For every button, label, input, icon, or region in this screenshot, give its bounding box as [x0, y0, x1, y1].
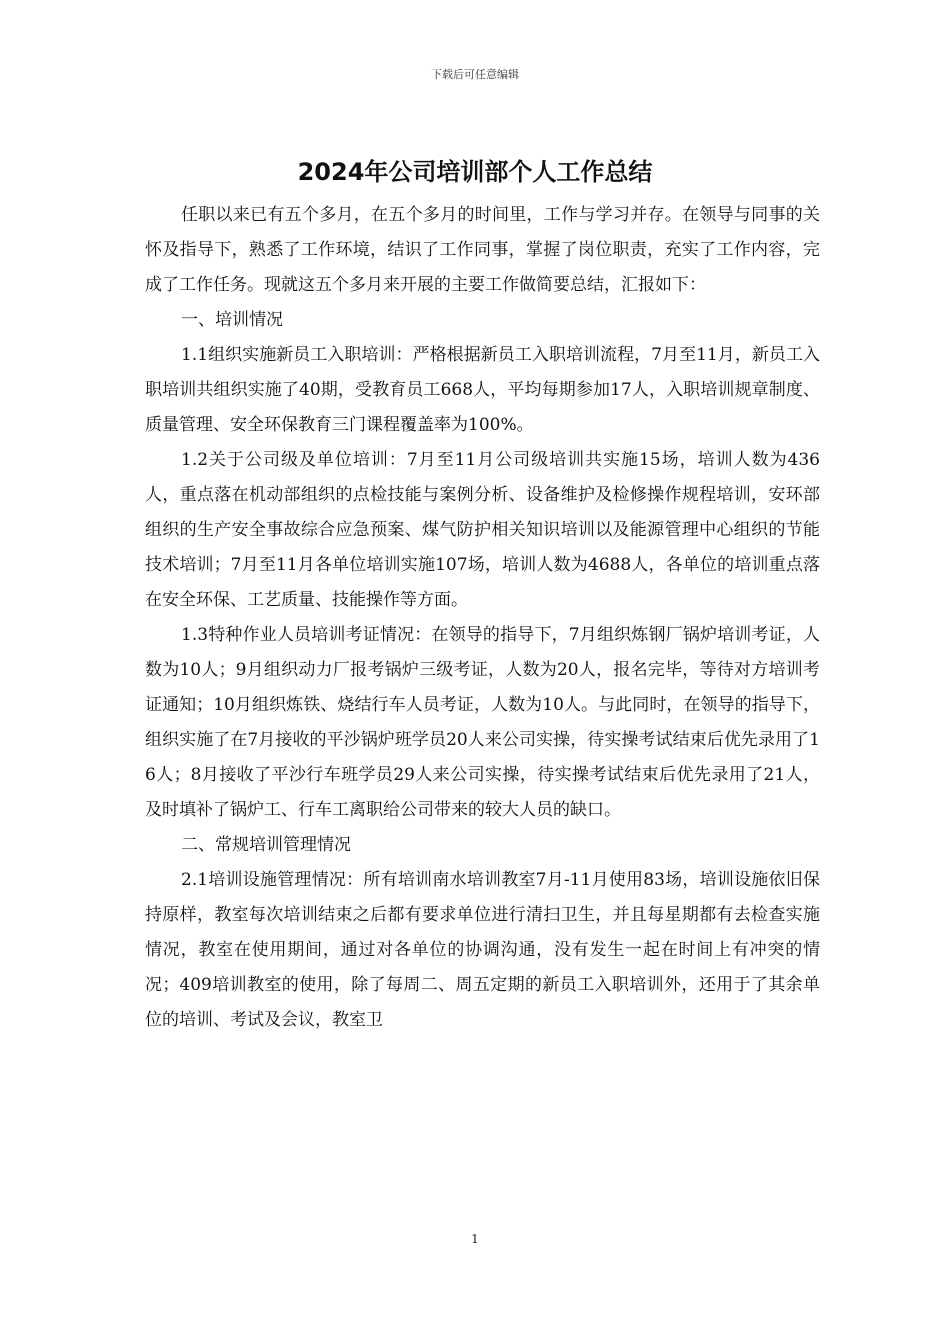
paragraph-1-2: 1.2关于公司级及单位培训：7月至11月公司级培训共实施15场，培训人数为436人，重点落在机动部组织的点检技能与案例分析、设备维护及检修操作规程培训，安环部组织的生产安全事故综合应急预案、煤气防护相关知识培训以及能源管理中心组织的节能技术培训；7月至11月各单位培训实施107场，培训人数为4688人，各单位的培训重点落在安全环保、工艺质量、技能操作等方面。	[145, 450, 820, 610]
header-note: 下载后可任意编辑	[431, 68, 519, 81]
paragraph-intro: 任职以来已有五个多月，在五个多月的时间里，工作与学习并存。在领导与同事的关怀及指导下，熟悉了工作环境，结识了工作同事，掌握了岗位职责，充实了工作内容，完成了工作任务。现就这五个多月来开展的主要工作做简要总结，汇报如下：	[145, 205, 820, 295]
paragraph-1-1: 1.1组织实施新员工入职培训：严格根据新员工入职培训流程，7月至11月，新员工入职培训共组织实施了40期，受教育员工668人，平均每期参加17人，入职培训规章制度、质量管理、安全环保教育三门课程覆盖率为100%。	[145, 345, 820, 435]
section-heading-routine-management: 二、常规培训管理情况	[181, 835, 351, 855]
page-number: 1	[471, 1232, 479, 1246]
paragraph-1-3: 1.3特种作业人员培训考证情况：在领导的指导下，7月组织炼钢厂锅炉培训考证，人数为10人；9月组织动力厂报考锅炉三级考证，人数为20人，报名完毕，等待对方培训考证通知；10月组织炼铁、烧结行车人员考证，人数为10人。与此同时，在领导的指导下，组织实施了在7月接收的平沙锅炉班学员20人来公司实操，待实操考试结束后优先录用了16人；8月接收了平沙行车班学员29人来公司实操，待实操考试结束后优先录用了21人，及时填补了锅炉工、行车工离职给公司带来的较大人员的缺口。	[145, 625, 820, 820]
document-title: 2024年公司培训部个人工作总结	[297, 158, 653, 186]
paragraph-2-1: 2.1培训设施管理情况：所有培训南水培训教室7月-11月使用83场，培训设施依旧保持原样，教室每次培训结束之后都有要求单位进行清扫卫生，并且每星期都有去检查实施情况，教室在使用期间，通过对各单位的协调沟通，没有发生一起在时间上有冲突的情况；409培训教室的使用，除了每周二、周五定期的新员工入职培训外，还用于了其余单位的培训、考试及会议，教室卫	[145, 870, 820, 1030]
document-body	[145, 198, 820, 1038]
section-heading-training: 一、培训情况	[181, 310, 283, 330]
